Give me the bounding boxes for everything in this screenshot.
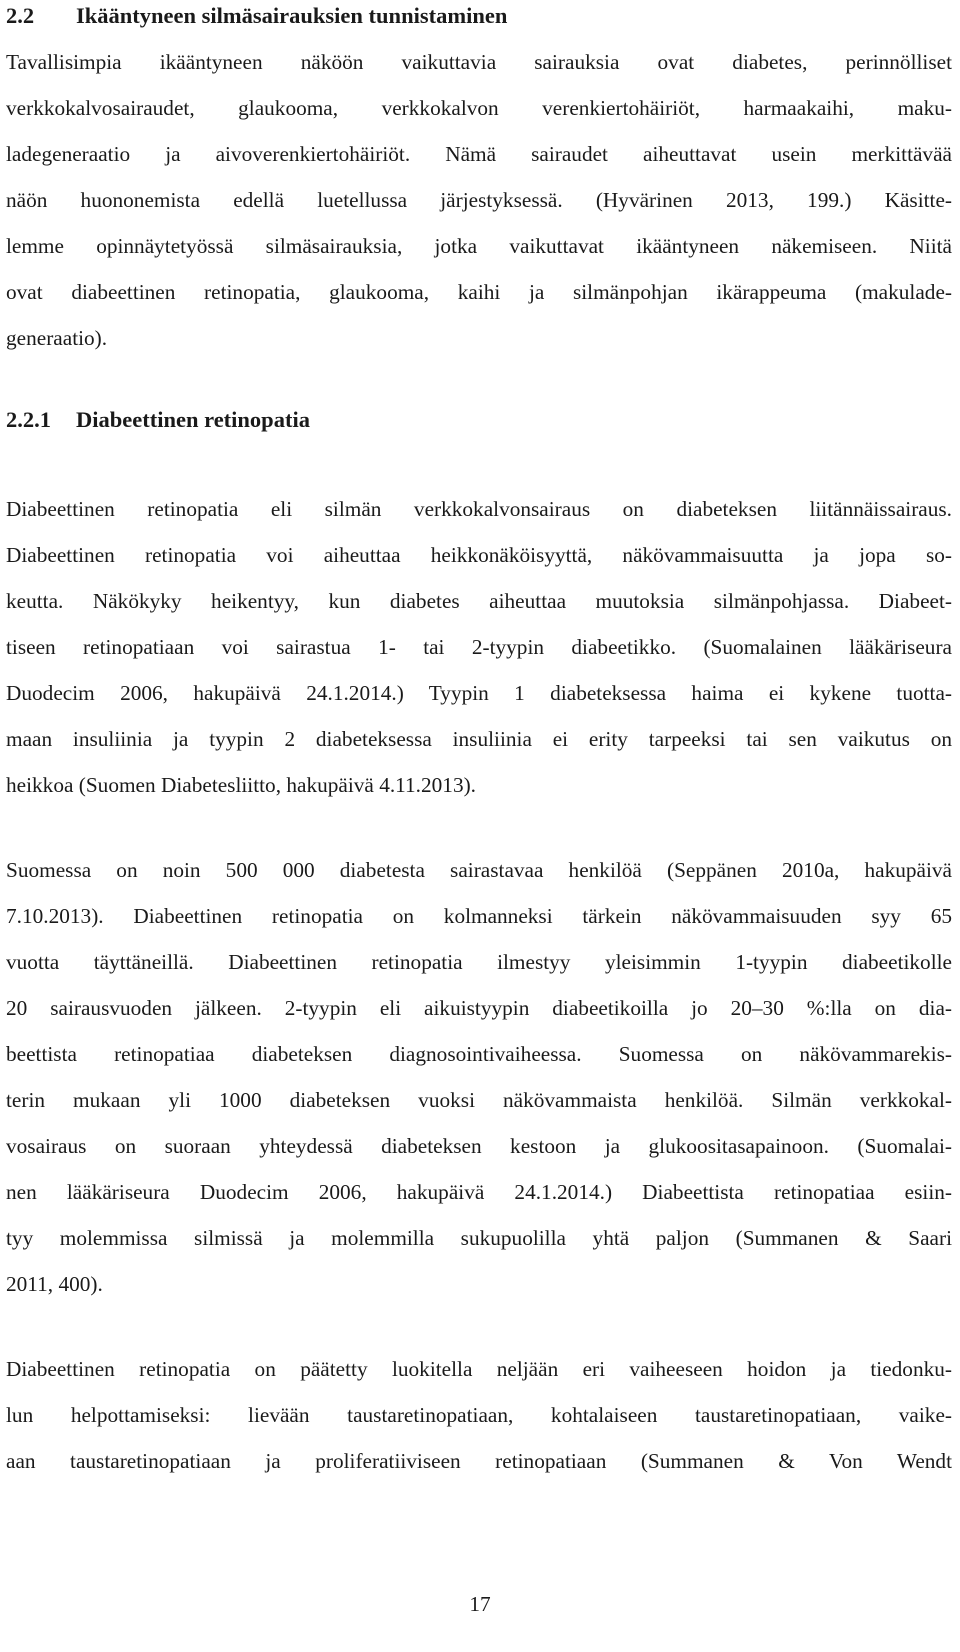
subsection-title: Diabeettinen retinopatia: [76, 407, 310, 432]
paragraph-line: terin mukaan yli 1000 diabeteksen vuoksi näkövammaista henkilöä. Silmän verkkokal-: [6, 1088, 952, 1112]
paragraph-line: Diabeettinen retinopatia eli silmän verkkokalvonsairaus on diabeteksen liitännäissairaus.: [6, 497, 952, 521]
paragraph-line: näön huononemista edellä luetellussa järjestyksessä. (Hyvärinen 2013, 199.) Käsitte-: [6, 188, 952, 212]
paragraph-line: 20 sairausvuoden jälkeen. 2-tyypin eli aikuistyypin diabeetikoilla jo 20–30 %:lla on dia-: [6, 996, 952, 1020]
paragraph-line: beettista retinopatiaa diabeteksen diagnosointivaiheessa. Suomessa on näkövammarekis-: [6, 1042, 952, 1066]
paragraph-line: ladegeneraatio ja aivoverenkiertohäiriöt. Nämä sairaudet aiheuttavat usein merkittävää: [6, 142, 952, 166]
paragraph-line: nen lääkäriseura Duodecim 2006, hakupäivä 24.1.2014.) Diabeettista retinopatiaa esiin-: [6, 1180, 952, 1204]
paragraph-line: Suomessa on noin 500 000 diabetesta sairastavaa henkilöä (Seppänen 2010a, hakupäivä: [6, 858, 952, 882]
paragraph-line: Tavallisimpia ikääntyneen näköön vaikuttavia sairauksia ovat diabetes, perinnölliset: [6, 50, 952, 74]
paragraph-line: Duodecim 2006, hakupäivä 24.1.2014.) Tyypin 1 diabeteksessa haima ei kykene tuotta-: [6, 681, 952, 705]
paragraph-line: lemme opinnäytetyössä silmäsairauksia, jotka vaikuttavat ikääntyneen näkemiseen. Niitä: [6, 234, 952, 258]
paragraph-line: tyy molemmissa silmissä ja molemmilla sukupuolilla yhtä paljon (Summanen & Saari: [6, 1226, 952, 1250]
paragraph-line: Diabeettinen retinopatia voi aiheuttaa heikkonäköisyyttä, näkövammaisuutta ja jopa so-: [6, 543, 952, 567]
paragraph-line: 2011, 400).: [6, 1272, 103, 1296]
paragraph-line: ovat diabeettinen retinopatia, glaukooma, kaihi ja silmänpohjan ikärappeuma (makulade-: [6, 280, 952, 304]
section-number: 2.2: [6, 3, 35, 28]
page-number: 17: [469, 1592, 491, 1616]
section-title: Ikääntyneen silmäsairauksien tunnistaminen: [76, 3, 508, 28]
paragraph-line: 7.10.2013). Diabeettinen retinopatia on kolmanneksi tärkein näkövammaisuuden syy 65: [6, 904, 952, 928]
paragraph-line: keutta. Näkökyky heikentyy, kun diabetes aiheuttaa muutoksia silmänpohjassa. Diabeet-: [6, 589, 952, 613]
paragraph-line: Diabeettinen retinopatia on päätetty luokitella neljään eri vaiheeseen hoidon ja tiedonku-: [6, 1357, 952, 1381]
paragraph-line: tiseen retinopatiaan voi sairastua 1- tai 2-tyypin diabeetikko. (Suomalainen lääkäriseura: [6, 635, 952, 659]
paragraph-line: vuotta täyttäneillä. Diabeettinen retinopatia ilmestyy yleisimmin 1-tyypin diabeetikolle: [6, 950, 952, 974]
paragraph-line: aan taustaretinopatiaan ja proliferatiiviseen retinopatiaan (Summanen & Von Wendt: [6, 1449, 952, 1473]
subsection-number: 2.2.1: [6, 407, 51, 432]
paragraph-line: generaatio).: [6, 326, 108, 350]
paragraph-line: lun helpottamiseksi: lievään taustaretinopatiaan, kohtalaiseen taustaretinopatiaan, vaike-: [6, 1403, 952, 1427]
paragraph-line: vosairaus on suoraan yhteydessä diabeteksen kestoon ja glukoositasapainoon. (Suomalai-: [6, 1134, 952, 1158]
section-heading: [6, 2, 507, 30]
subsection-heading: [6, 406, 310, 434]
paragraph-line: heikkoa (Suomen Diabetesliitto, hakupäivä 4.11.2013).: [6, 773, 477, 797]
paragraph-line: maan insuliinia ja tyypin 2 diabeteksessa insuliinia ei erity tarpeeksi tai sen vaikutus on: [6, 727, 952, 751]
paragraph-line: verkkokalvosairaudet, glaukooma, verkkokalvon verenkiertohäiriöt, harmaakaihi, maku-: [6, 96, 952, 120]
